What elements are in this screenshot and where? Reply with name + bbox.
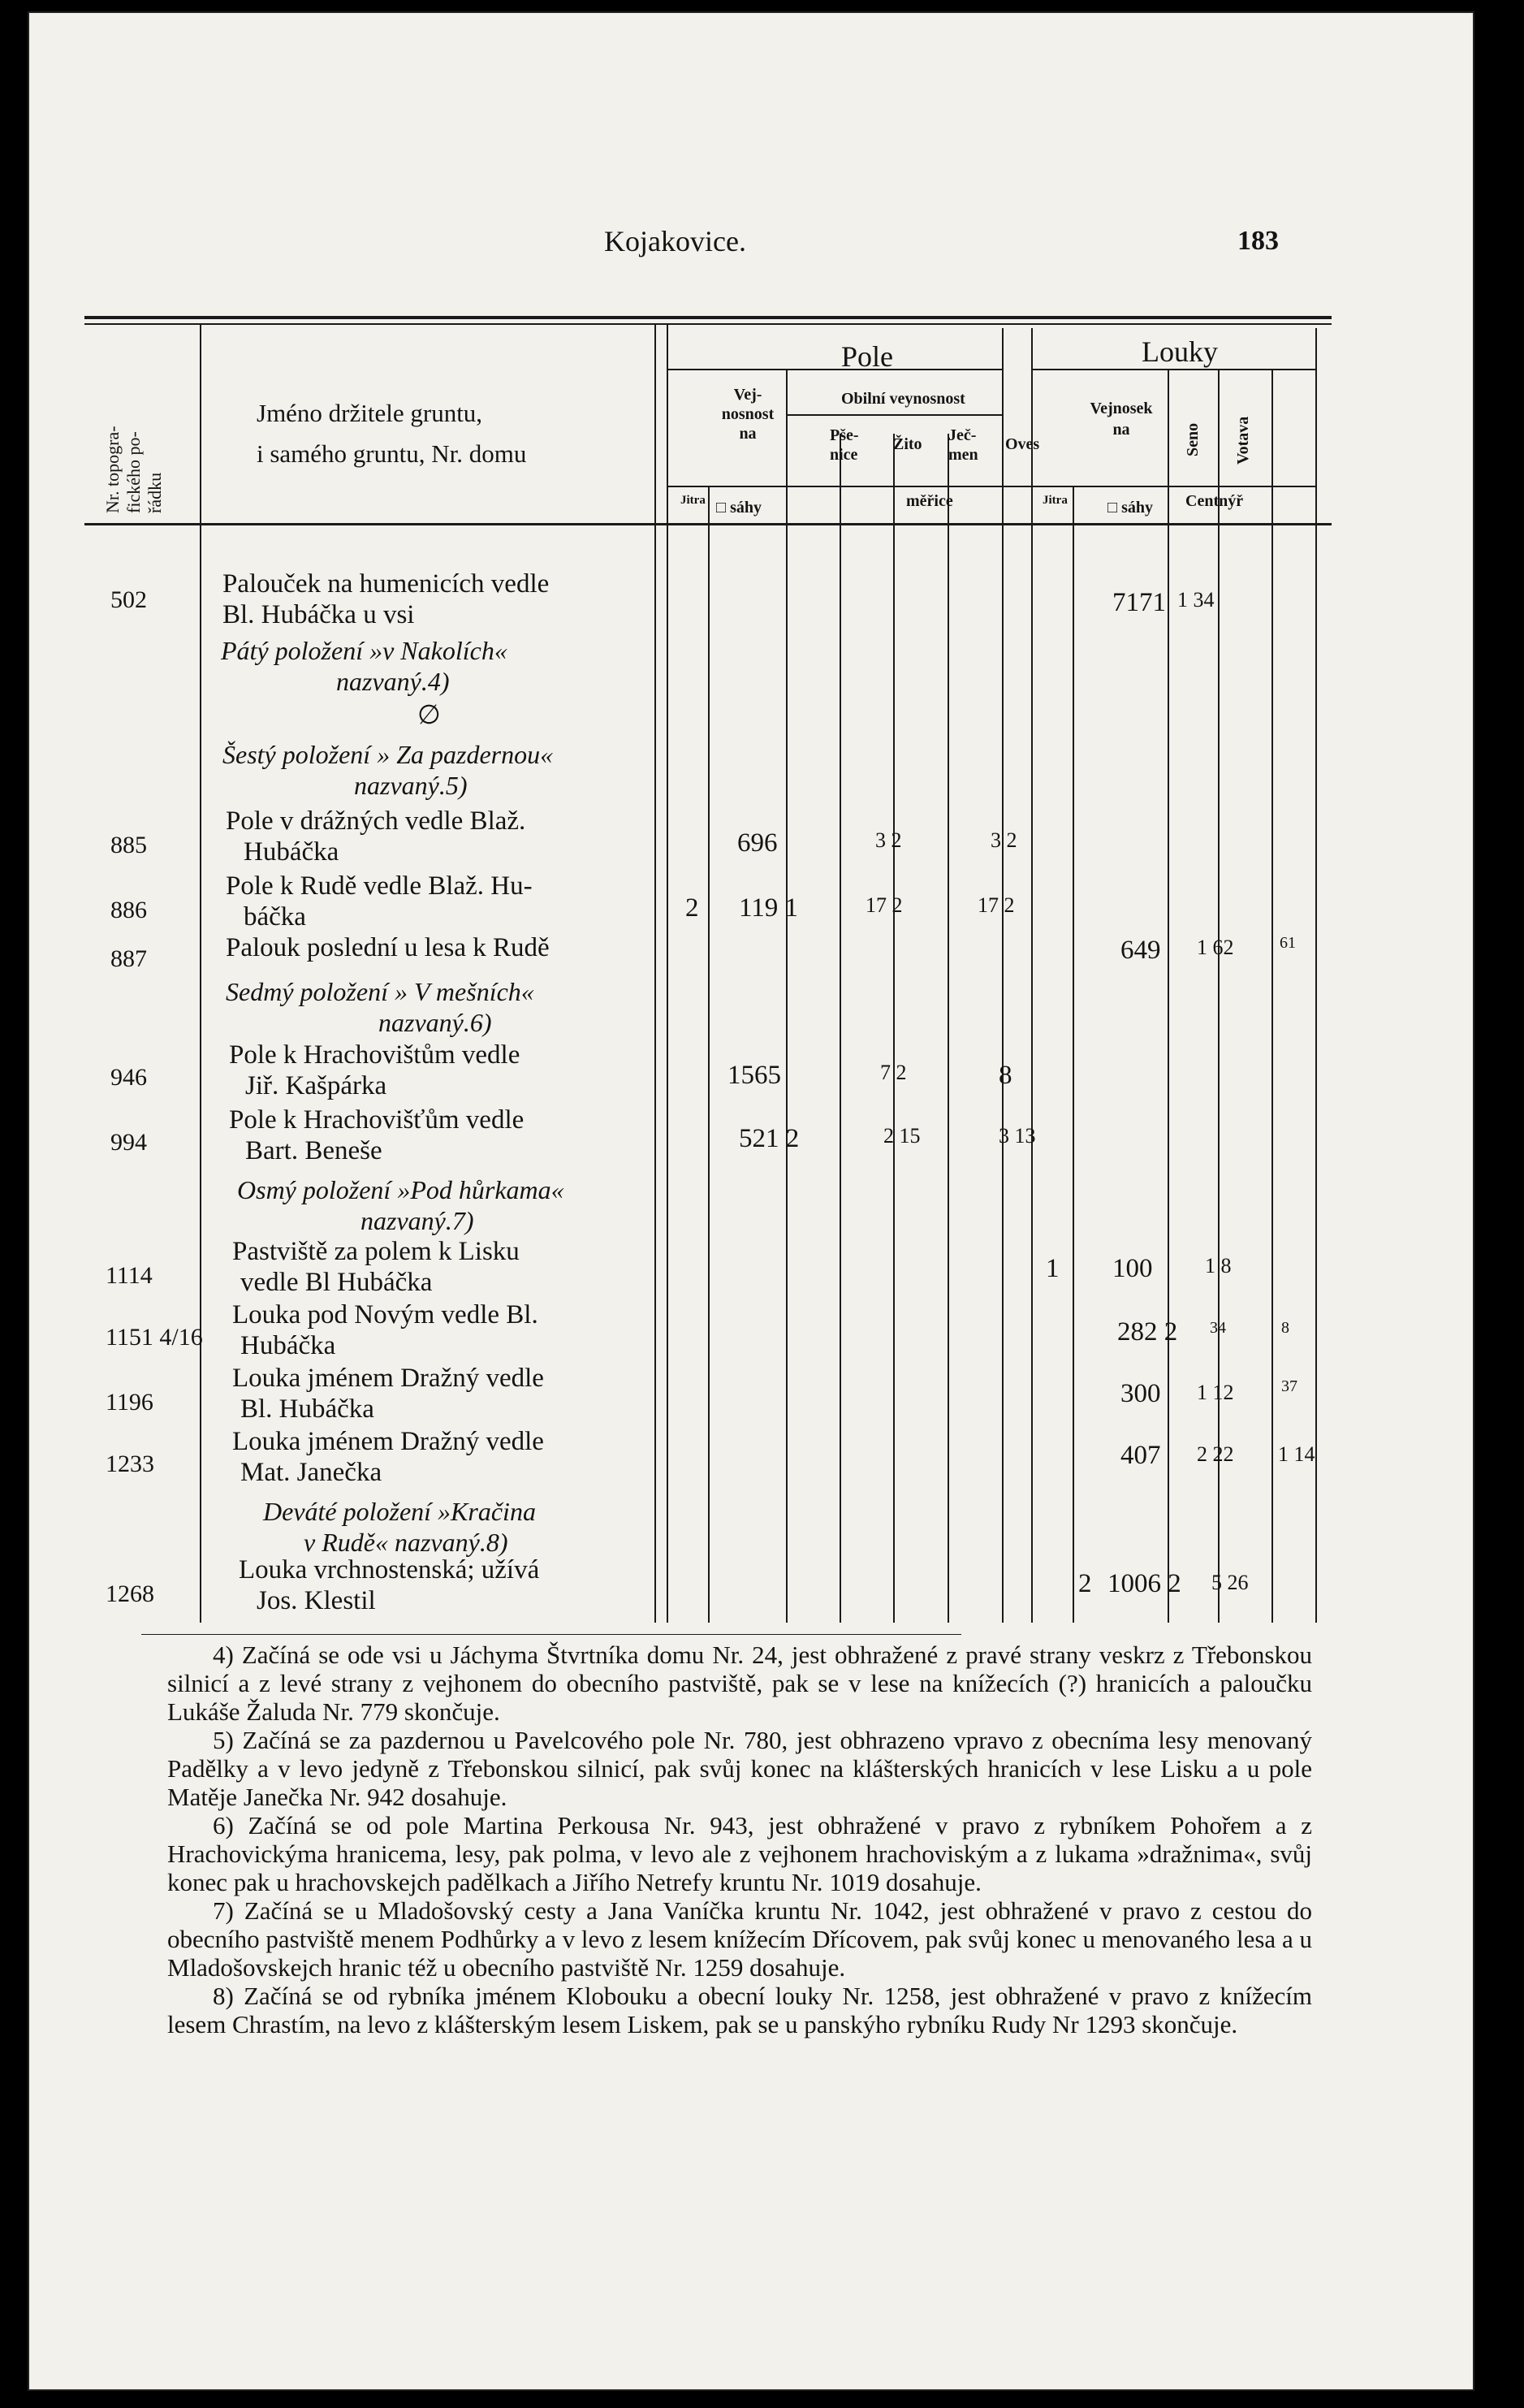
cell-louky-sahy: 100 bbox=[1112, 1254, 1153, 1283]
col-divider bbox=[654, 323, 656, 1623]
cell-oves: 17 2 bbox=[978, 893, 1015, 917]
cell-louky-jitra: 1 bbox=[1046, 1254, 1060, 1283]
col-name-header: Jméno držitele gruntu, i samého gruntu, Nr. domu bbox=[257, 399, 527, 468]
col-nr-header: Nr. topogra- fického po- řádku bbox=[102, 426, 165, 513]
footnote-7: 7) Začíná se u Mladošovský cesty a Jana Vaníčka kruntu Nr. 1042, jest obhražené v pravo z cestou do obecního pastviště menem Podhůrky a v levo z lesem knížecím Dřícovem, pak svůj konec u menovaného lesa a u Mladošovskejch hranic též u obecního pastviště Nr. 1259 dosahuje. bbox=[167, 1896, 1312, 1982]
col-divider bbox=[1031, 328, 1033, 1623]
cell-pole-sahy: 521 2 bbox=[739, 1124, 800, 1153]
cell-louky-sahy: 300 bbox=[1120, 1379, 1161, 1408]
cell-votava: 8 bbox=[1281, 1319, 1289, 1337]
cell-psenice: 7 2 bbox=[880, 1061, 907, 1084]
zito-header: Žito bbox=[893, 435, 922, 453]
louky-rule bbox=[1031, 369, 1315, 370]
merice-header: měřice bbox=[906, 492, 953, 510]
row-nr: 1151 4/16 bbox=[106, 1324, 203, 1351]
sahy-header: □ sáhy bbox=[716, 499, 762, 517]
jitra-header-louky: Jitra bbox=[1043, 494, 1068, 507]
col-divider bbox=[1315, 328, 1317, 1623]
row-text: Louka vrchnostenská; užívá Jos. Klestil bbox=[239, 1555, 540, 1615]
row-nr: 886 bbox=[110, 897, 147, 923]
vejnosek-header: Vejnosek na bbox=[1090, 400, 1153, 439]
row-text: Pole k Hrachovištům vedle Jiř. Kašpárka bbox=[229, 1040, 520, 1100]
cell-oves: 3 13 bbox=[999, 1124, 1036, 1148]
units-rule bbox=[667, 486, 1315, 487]
empty-symbol: ∅ bbox=[417, 701, 441, 730]
cell-seno: 1 62 bbox=[1197, 936, 1234, 959]
row-text: Palouček na humenicích vedle Bl. Hubáčka u vsi bbox=[222, 569, 550, 629]
obilni-rule bbox=[786, 414, 1002, 416]
cell-pole-jitra: 2 bbox=[685, 893, 699, 923]
cell-pole-sahy: 119 1 bbox=[739, 893, 799, 923]
votava-header: Votava bbox=[1234, 416, 1252, 465]
cell-louky-sahy: 649 bbox=[1120, 936, 1161, 965]
row-nr: 887 bbox=[110, 945, 147, 972]
cell-psenice: 2 15 bbox=[883, 1124, 921, 1148]
louky-header: Louky bbox=[1142, 335, 1218, 368]
col-divider bbox=[1073, 486, 1074, 1623]
cell-seno: 34 bbox=[1210, 1319, 1226, 1337]
section-heading: Šestý položení » Za pazdernou« nazvaný.5) bbox=[222, 740, 554, 800]
row-nr: 502 bbox=[110, 586, 147, 613]
jitra-header: Jitra bbox=[680, 494, 706, 507]
cell-psenice: 17 2 bbox=[866, 893, 903, 917]
cell-louky-jitra: 2 bbox=[1078, 1569, 1092, 1598]
cell-seno: 5 26 bbox=[1211, 1571, 1249, 1594]
row-text: Palouk poslední u lesa k Rudě bbox=[226, 933, 550, 962]
row-nr: 885 bbox=[110, 832, 147, 858]
cell-votava: 61 bbox=[1280, 934, 1296, 952]
col-divider bbox=[786, 369, 788, 1623]
col-divider bbox=[1168, 369, 1169, 1623]
table-top-rule-2 bbox=[84, 323, 1332, 325]
cell-votava: 37 bbox=[1281, 1377, 1297, 1395]
row-nr: 994 bbox=[110, 1129, 147, 1156]
pole-rule bbox=[667, 369, 1002, 370]
cell-seno: 1 8 bbox=[1205, 1254, 1232, 1277]
col-divider bbox=[948, 434, 949, 1623]
cell-oves: 8 bbox=[999, 1061, 1012, 1090]
cell-louky-sahy: 407 bbox=[1120, 1441, 1161, 1470]
cell-seno: 1 12 bbox=[1197, 1381, 1234, 1404]
row-nr: 1233 bbox=[106, 1450, 154, 1477]
page-number: 183 bbox=[1237, 226, 1279, 256]
row-text: Louka jménem Dražný vedle Bl. Hubáčka bbox=[232, 1364, 544, 1424]
row-nr: 946 bbox=[110, 1064, 147, 1091]
centnyr-header: Centnýř bbox=[1185, 492, 1244, 510]
col-divider bbox=[1271, 369, 1273, 1623]
row-text: Pole k Rudě vedle Blaž. Hu- báčka bbox=[226, 871, 533, 932]
col-divider bbox=[1218, 369, 1220, 1623]
cell-psenice: 3 2 bbox=[875, 828, 902, 852]
jecmen-header: Ječ- men bbox=[948, 426, 978, 464]
footnote-8: 8) Začíná se od rybníka jménem Klobouku a obecní louky Nr. 1258, jest obhražené v pravo z knížecím lesem Chrastím, na levo z klášterským lesem Liskem, pak se u panskýho rybníku Rudy Nr 1293 skončuje. bbox=[167, 1982, 1312, 2038]
col-divider bbox=[840, 434, 841, 1623]
page bbox=[28, 11, 1474, 2391]
footnote-rule bbox=[141, 1634, 961, 1635]
col-divider bbox=[200, 323, 201, 1623]
col-divider bbox=[893, 434, 895, 1623]
section-heading: Osmý položení »Pod hůrkama« nazvaný.7) bbox=[237, 1175, 564, 1235]
cell-seno: 1 34 bbox=[1177, 588, 1215, 612]
section-heading: Pátý položení »v Nakolích« nazvaný.4) bbox=[221, 636, 507, 696]
col-divider bbox=[1002, 328, 1004, 1623]
section-heading: Deváté položení »Kračina v Rudě« nazvaný.8) bbox=[263, 1497, 536, 1557]
sahy-header-louky: □ sáhy bbox=[1107, 499, 1153, 517]
oves-header: Oves bbox=[1005, 435, 1040, 453]
table-top-rule bbox=[84, 316, 1332, 319]
vejnosnost-header: Vej- nosnost na bbox=[721, 386, 775, 443]
seno-header: Seno bbox=[1184, 422, 1202, 456]
section-heading: Sedmý položení » V mešních« nazvaný.6) bbox=[226, 977, 534, 1037]
footnote-6: 6) Začíná se od pole Martina Perkousa Nr. 943, jest obhražené v pravo z rybníkem Pohořem a z Hrachovickýma hranicema, lesy, pak polma, v levo ale z vejhonem hrachoviským a z lukama »dražnima«, svůj konec pak u hrachovskejch padělkach a Jiřího Netrefy kruntu Nr. 1019 dosahuje. bbox=[167, 1811, 1312, 1896]
page-header-title: Kojakovice. bbox=[604, 225, 746, 257]
row-text: Pole v drážných vedle Blaž. Hubáčka bbox=[226, 806, 526, 867]
obilni-header: Obilní veynosnost bbox=[841, 390, 965, 408]
row-nr: 1114 bbox=[106, 1262, 153, 1289]
cell-votava: 1 14 bbox=[1278, 1442, 1315, 1466]
col-divider bbox=[667, 323, 668, 1623]
cell-oves: 3 2 bbox=[991, 828, 1017, 852]
cell-pole-sahy: 1565 bbox=[727, 1061, 781, 1090]
row-text: Pastviště za polem k Lisku vedle Bl Hubáčka bbox=[232, 1237, 520, 1297]
cell-seno: 2 22 bbox=[1197, 1442, 1234, 1466]
row-text: Louka pod Novým vedle Bl. Hubáčka bbox=[232, 1300, 538, 1360]
cell-louky-sahy: 7171 bbox=[1112, 588, 1166, 617]
row-text: Louka jménem Dražný vedle Mat. Janečka bbox=[232, 1427, 544, 1487]
col-divider bbox=[708, 486, 710, 1623]
cell-louky-sahy: 282 2 bbox=[1117, 1317, 1178, 1347]
pole-header: Pole bbox=[841, 340, 894, 373]
row-text: Pole k Hrachovišťům vedle Bart. Beneše bbox=[229, 1105, 525, 1165]
cell-pole-sahy: 696 bbox=[737, 828, 778, 858]
footnote-5: 5) Začíná se za pazdernou u Pavelcového pole Nr. 780, jest obhrazeno vpravo z obecníma lesy menovaný Padělky a v levo jedyně z Třebonskou silnicí, pak svůj konec na klášterských hranicích v lese Lisku a u pole Matěje Janečka Nr. 942 dosahuje. bbox=[167, 1726, 1312, 1811]
footnotes bbox=[167, 1641, 1312, 2038]
psenice-header: Pše- nice bbox=[830, 426, 859, 464]
row-nr: 1268 bbox=[106, 1580, 154, 1607]
cell-louky-sahy: 1006 2 bbox=[1107, 1569, 1181, 1598]
footnote-4: 4) Začíná se ode vsi u Jáchyma Štvrtníka domu Nr. 24, jest obhražené z pravé strany veskrz z Třebonskou silnicí a z levé strany z vejhonem do obecního pastviště, pak se v lese na knížecích (?) hranicích a paloučku Lukáše Žaluda Nr. 779 skončuje. bbox=[167, 1641, 1312, 1726]
row-nr: 1196 bbox=[106, 1389, 153, 1416]
